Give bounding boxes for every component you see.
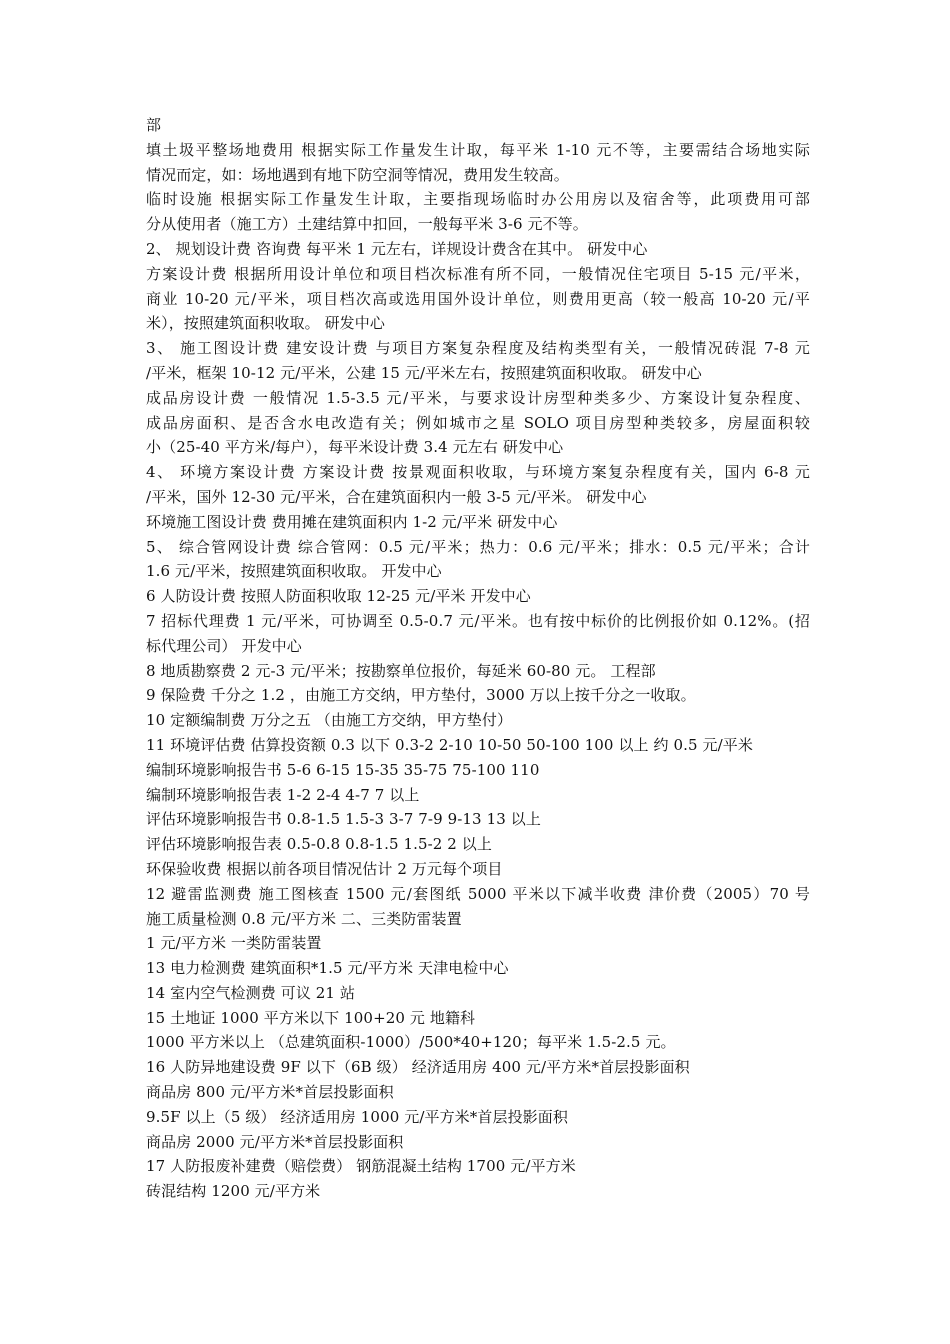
text-line: 1000 平方米以上 （总建筑面积-1000）/500*40+120；每平米 1.5-2.5 元。 — [146, 1033, 676, 1052]
text-line: 小（25-40 平方米/每户），每平米设计费 3.4 元左右 研发中心 — [146, 438, 564, 457]
text-line: 评估环境影响报告书 0.8-1.5 1.5-3 3-7 7-9 9-13 13 以上 — [146, 810, 541, 829]
text-line: 13 电力检测费 建筑面积*1.5 元/平方米 天津电检中心 — [146, 959, 509, 978]
text-line: 11 环境评估费 估算投资额 0.3 以下 0.3-2 2-10 10-50 50-100 100 以上 约 0.5 元/平米 — [146, 735, 753, 754]
text-line: 6 人防设计费 按照人防面积收取 12-25 元/平米 开发中心 — [146, 587, 531, 606]
text-line: 米），按照建筑面积收取。 研发中心 — [146, 314, 385, 333]
text-line: 临时设施 根据实际工作量发生计取，主要指现场临时办公用房以及宿舍等，此项费用可部 — [146, 190, 810, 209]
text-line: 17 人防报废补建费（赔偿费） 钢筋混凝土结构 1700 元/平方米 — [146, 1157, 576, 1176]
text-line: 方案设计费 根据所用设计单位和项目档次标准有所不同，一般情况住宅项目 5-15 元/平米， — [146, 264, 810, 283]
text-line: 2、 规划设计费 咨询费 每平米 1 元左右，详规设计费含在其中。 研发中心 — [146, 239, 648, 258]
text-line: 3、 施工图设计费 建安设计费 与项目方案复杂程度及结构类型有关，一般情况砖混 7-8 元 — [146, 339, 810, 358]
text-line: 1 元/平方米 一类防雷装置 — [146, 934, 322, 953]
text-line: 16 人防异地建设费 9F 以下（6B 级） 经济适用房 400 元/平方米*首层投影面积 — [146, 1058, 690, 1077]
text-line: 环境施工图设计费 费用摊在建筑面积内 1-2 元/平米 研发中心 — [146, 512, 558, 531]
text-line: 环保验收费 根据以前各项目情况估计 2 万元每个项目 — [146, 859, 503, 878]
text-line: 10 定额编制费 万分之五 （由施工方交纳，甲方垫付） — [146, 711, 513, 730]
text-line: 14 室内空气检测费 可议 21 站 — [146, 983, 356, 1002]
text-line: 编制环境影响报告书 5-6 6-15 15-35 35-75 75-100 110 — [146, 760, 540, 779]
text-line: 砖混结构 1200 元/平方米 — [146, 1182, 321, 1201]
text-line: 编制环境影响报告表 1-2 2-4 4-7 7 以上 — [146, 785, 420, 804]
text-line: 9.5F 以上（5 级） 经济适用房 1000 元/平方米*首层投影面积 — [146, 1107, 568, 1126]
document-body — [146, 113, 810, 1204]
text-line: 商品房 800 元/平方米*首层投影面积 — [146, 1083, 394, 1102]
text-line: 12 避雷监测费 施工图核查 1500 元/套图纸 5000 平米以下减半收费 津价费（2005）70 号 — [146, 884, 810, 903]
text-line: /平米，框架 10-12 元/平米，公建 15 元/平米左右，按照建筑面积收取。 研发中心 — [146, 363, 702, 382]
text-line: 5、 综合管网设计费 综合管网：0.5 元/平米；热力：0.6 元/平米；排水：0.5 元/平米；合计 — [146, 537, 810, 556]
text-line: 1.6 元/平米，按照建筑面积收取。 开发中心 — [146, 562, 442, 581]
text-line: 7 招标代理费 1 元/平米，可协调至 0.5-0.7 元/平米。也有按中标价的比例报价如 0.12%。(招 — [146, 611, 810, 630]
text-line: 4、 环境方案设计费 方案设计费 按景观面积收取，与环境方案复杂程度有关，国内 6-8 元 — [146, 463, 810, 482]
text-line: 商品房 2000 元/平方米*首层投影面积 — [146, 1132, 404, 1151]
text-line: 8 地质勘察费 2 元-3 元/平米；按勘察单位报价，每延米 60-80 元。 工程部 — [146, 661, 656, 680]
text-line: 成品房面积、是否含水电改造有关；例如城市之星 SOLO 项目房型种类较多，房屋面积较 — [146, 413, 810, 432]
text-line: 部 — [146, 116, 162, 134]
text-line: 标代理公司） 开发中心 — [146, 636, 302, 655]
text-line: 成品房设计费 一般情况 1.5-3.5 元/平米，与要求设计房型种类多少、方案设计复杂程度、 — [146, 388, 810, 407]
text-line: 情况而定，如：场地遇到有地下防空洞等情况，费用发生较高。 — [146, 165, 569, 184]
text-line: /平米，国外 12-30 元/平米，合在建筑面积内一般 3-5 元/平米。 研发中心 — [146, 487, 647, 506]
text-line: 施工质量检测 0.8 元/平方米 二、三类防雷装置 — [146, 909, 462, 928]
text-line: 填土圾平整场地费用 根据实际工作量发生计取，每平米 1-10 元不等，主要需结合场地实际 — [146, 140, 810, 159]
text-line: 分从使用者（施工方）土建结算中扣回，一般每平米 3-6 元不等。 — [146, 215, 588, 234]
text-line: 商业 10-20 元/平米，项目档次高或选用国外设计单位，则费用更高（较一般高 10-20 元/平 — [146, 289, 810, 308]
text-line: 15 土地证 1000 平方米以下 100+20 元 地籍科 — [146, 1008, 476, 1027]
text-line: 评估环境影响报告表 0.5-0.8 0.8-1.5 1.5-2 2 以上 — [146, 835, 493, 854]
text-line: 9 保险费 千分之 1.2 ，由施工方交纳，甲方垫付，3000 万以上按千分之一收取。 — [146, 686, 696, 705]
